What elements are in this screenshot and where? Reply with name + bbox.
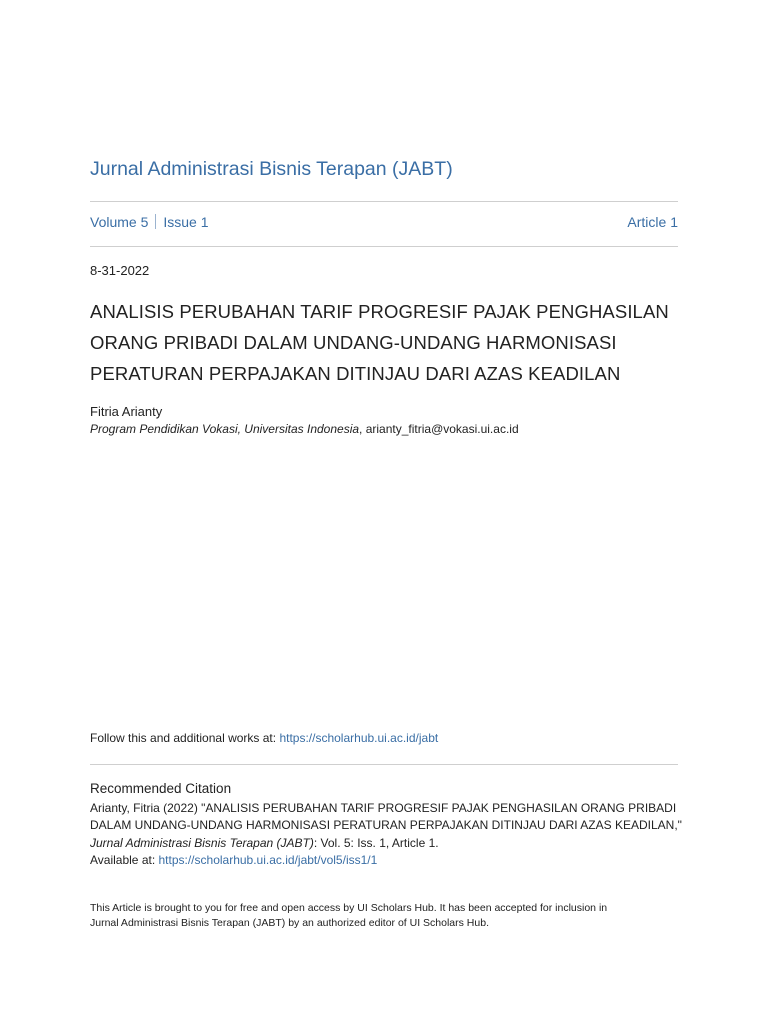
email-separator: ,	[359, 422, 366, 436]
citation-block	[90, 800, 690, 869]
article-title-line: ANALISIS PERUBAHAN TARIF PROGRESIF PAJAK PENGHASILAN	[90, 301, 669, 322]
recommended-citation-heading: Recommended Citation	[90, 781, 232, 796]
follow-url-link[interactable]: https://scholarhub.ui.ac.id/jabt	[279, 731, 439, 745]
citation-line: Arianty, Fitria (2022) "ANALISIS PERUBAHAN TARIF PROGRESIF PAJAK PENGHASILAN ORANG PRIBADI	[90, 801, 677, 815]
available-url-link[interactable]: https://scholarhub.ui.ac.id/jabt/vol5/iss1/1	[158, 852, 378, 867]
author-name: Fitria Arianty	[90, 404, 163, 419]
publication-date: 8-31-2022	[90, 263, 150, 278]
separator	[155, 214, 156, 229]
article-title-line: ORANG PRIBADI DALAM UNDANG-UNDANG HARMONISASI	[90, 332, 617, 353]
access-notice	[90, 901, 690, 931]
access-notice-line: This Article is brought to you for free and open access by UI Scholars Hub. It has been accepted for inclusion in	[90, 902, 608, 914]
access-notice-line: Jurnal Administrasi Bisnis Terapan (JABT) by an authorized editor of UI Scholars Hub.	[90, 917, 489, 929]
journal-title-link[interactable]: Jurnal Administrasi Bisnis Terapan (JABT)	[90, 158, 453, 180]
article-title	[90, 296, 690, 389]
citation-line	[90, 852, 690, 869]
divider-bottom	[90, 764, 678, 765]
citation-journal-name: Jurnal Administrasi Bisnis Terapan (JABT)	[90, 835, 314, 850]
author-email: arianty_fitria@vokasi.ui.ac.id	[365, 422, 519, 436]
divider-top	[90, 201, 678, 202]
institution: Program Pendidikan Vokasi, Universitas Indonesia	[90, 422, 360, 436]
volume-link[interactable]: Volume 5	[90, 214, 149, 230]
author-affiliation	[90, 422, 519, 436]
citation-volume-info: : Vol. 5: Iss. 1, Article 1.	[313, 835, 439, 850]
divider-middle	[90, 246, 678, 247]
article-link[interactable]: Article 1	[627, 214, 678, 230]
citation-line	[90, 835, 690, 852]
follow-line	[90, 731, 438, 745]
follow-label: Follow this and additional works at:	[90, 731, 280, 745]
available-label: Available at:	[90, 852, 159, 867]
citation-line: DALAM UNDANG-UNDANG HARMONISASI PERATURAN PERPAJAKAN DITINJAU DARI AZAS KEADILAN,"	[90, 818, 682, 833]
issue-link[interactable]: Issue 1	[163, 214, 209, 230]
article-title-line: PERATURAN PERPAJAKAN DITINJAU DARI AZAS KEADILAN	[90, 363, 621, 384]
volume-issue-row	[90, 214, 678, 230]
